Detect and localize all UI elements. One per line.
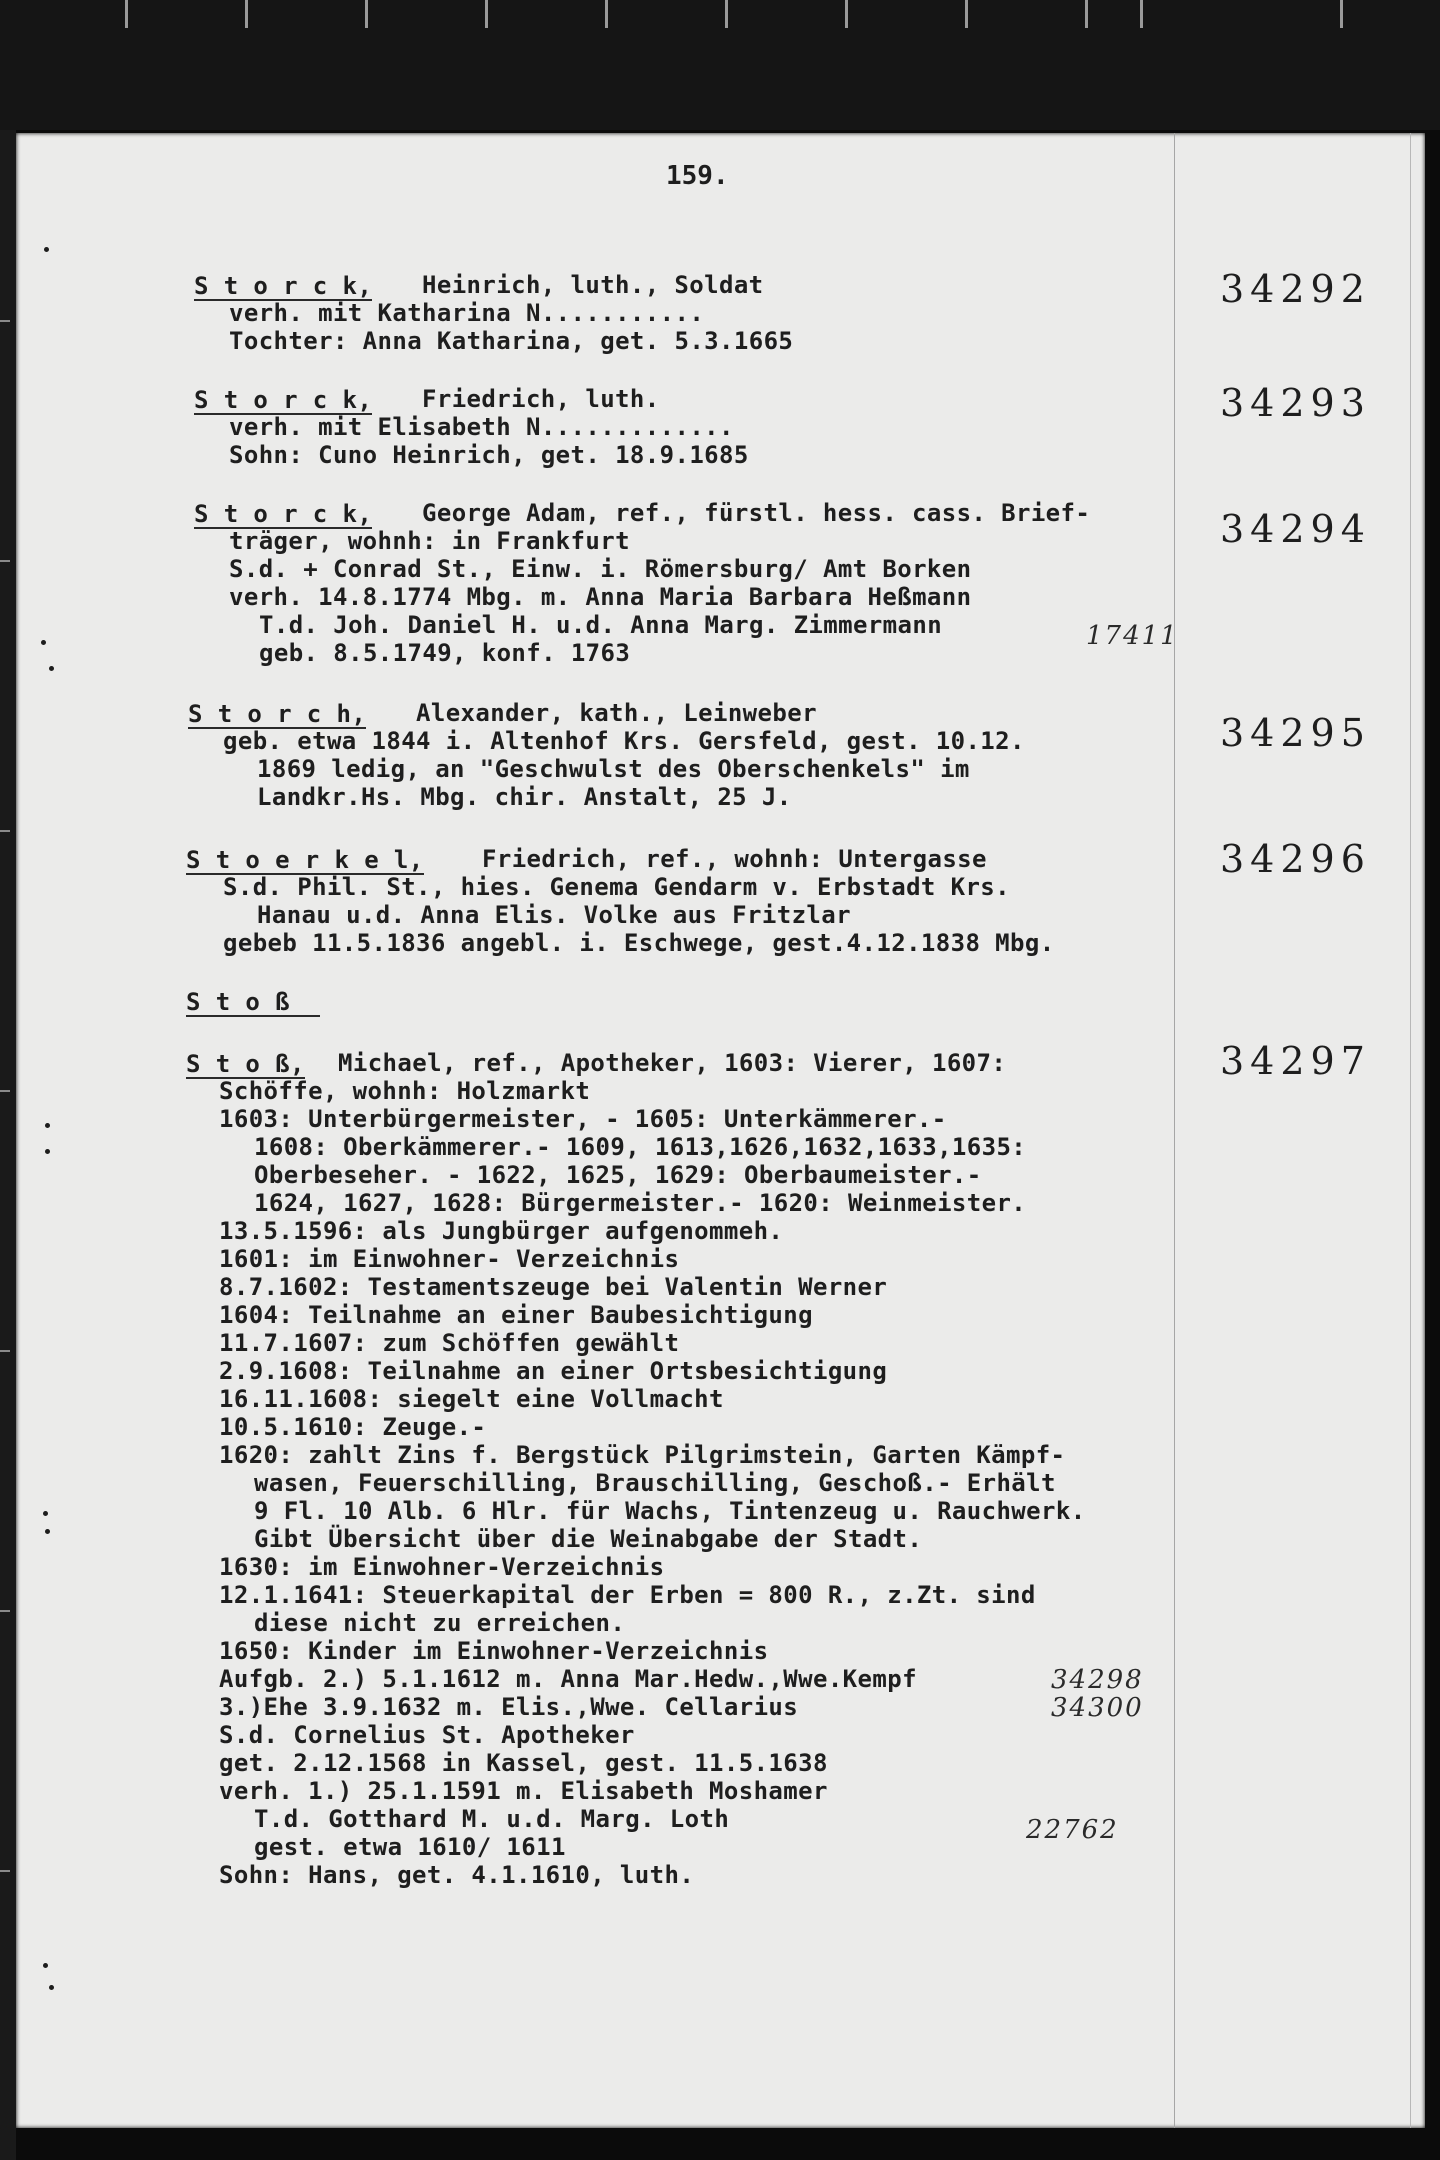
film-tick [0,1610,10,1612]
film-tick [0,1870,10,1872]
punch-mark [45,1529,50,1534]
film-tick [1340,0,1343,28]
entry-line: Michael, ref., Apotheker, 1603: Vierer, 1607: [338,1049,1007,1077]
entry-surname: S t o r c k, [194,272,373,300]
page-edge-rule [1410,133,1411,2128]
entry-line: geb. 8.5.1749, konf. 1763 [259,639,631,667]
entry-line: Alexander, kath., Leinweber [416,699,817,727]
entry-line: 1608: Oberkämmerer.- 1609, 1613,1626,1632,1633,1635: [254,1133,1027,1161]
section-heading: S t o ß [186,989,320,1017]
entry-line: geb. etwa 1844 i. Altenhof Krs. Gersfeld, gest. 10.12. [223,727,1025,755]
punch-mark [43,1511,48,1516]
entry-line: wasen, Feuerschilling, Brauschilling, Geschoß.- Erhält [254,1469,1056,1497]
entry-line: Hanau u.d. Anna Elis. Volke aus Fritzlar [257,901,851,929]
entry-line: 16.11.1608: siegelt eine Vollmacht [219,1385,724,1413]
entry-number: 34293 [1220,381,1371,425]
entry-line: Gibt Übersicht über die Weinabgabe der Stadt. [254,1525,923,1553]
entry-line: träger, wohnh: in Frankfurt [229,527,630,555]
entry-line: 8.7.1602: Testamentszeuge bei Valentin Werner [219,1273,888,1301]
film-tick [0,1090,10,1092]
entry-line: verh. mit Elisabeth N............. [229,413,734,441]
entry-number: 34297 [1220,1039,1371,1083]
handwritten-note: 22762 [1026,1815,1119,1845]
punch-mark [49,666,54,671]
entry-line: 1624, 1627, 1628: Bürgermeister.- 1620: Weinmeister. [254,1189,1027,1217]
film-tick [845,0,848,28]
entry-line: 11.7.1607: zum Schöffen gewählt [219,1329,680,1357]
film-tick [1085,0,1088,28]
entry-line: Friedrich, ref., wohnh: Untergasse [482,845,987,873]
entry-line: diese nicht zu erreichen. [254,1609,626,1637]
entry-line: 1604: Teilnahme an einer Baubesichtigung [219,1301,813,1329]
film-strip-left [0,130,16,2160]
entry-line: 1601: im Einwohner- Verzeichnis [219,1245,680,1273]
entry-line: T.d. Joh. Daniel H. u.d. Anna Marg. Zimmermann [259,611,943,639]
film-tick [0,560,10,562]
film-tick [725,0,728,28]
entry-line: 1869 ledig, an "Geschwulst des Oberschenkels" im [257,755,970,783]
entry-line: Schöffe, wohnh: Holzmarkt [219,1077,591,1105]
film-tick [965,0,968,28]
punch-mark [44,247,49,252]
punch-mark [45,1123,50,1128]
page-number: 159. [666,161,729,191]
entry-line: 13.5.1596: als Jungbürger aufgenommeh. [219,1217,784,1245]
film-tick [1140,0,1143,28]
film-tick [0,830,10,832]
entry-line: Landkr.Hs. Mbg. chir. Anstalt, 25 J. [257,783,792,811]
film-tick [0,320,10,322]
punch-mark [45,1149,50,1154]
entry-line: S.d. Phil. St., hies. Genema Gendarm v. Erbstadt Krs. [223,873,1011,901]
entry-surname: S t o r c k, [194,500,373,528]
film-tick [0,1350,10,1352]
entry-line: George Adam, ref., fürstl. hess. cass. Brief- [422,499,1091,527]
margin-rule [1174,133,1175,2128]
entry-line: Sohn: Hans, get. 4.1.1610, luth. [219,1861,695,1889]
entry-number: 34294 [1220,507,1371,551]
entry-surname: S t o ß, [186,1050,305,1078]
entry-line: 9 Fl. 10 Alb. 6 Hlr. für Wachs, Tintenzeug u. Rauchwerk. [254,1497,1086,1525]
entry-line: 1650: Kinder im Einwohner-Verzeichnis [219,1637,769,1665]
index-card-page [16,133,1425,2128]
entry-surname: S t o r c k, [194,386,373,414]
handwritten-note: 34298 [1051,1665,1144,1695]
entry-line: Sohn: Cuno Heinrich, get. 18.9.1685 [229,441,749,469]
entry-line: gest. etwa 1610/ 1611 [254,1833,566,1861]
entry-line: 3.)Ehe 3.9.1632 m. Elis.,Wwe. Cellarius [219,1693,799,1721]
entry-line: 12.1.1641: Steuerkapital der Erben = 800 R., z.Zt. sind [219,1581,1036,1609]
entry-line: 1603: Unterbürgermeister, - 1605: Unterkämmerer.- [219,1105,947,1133]
punch-mark [49,1985,54,1990]
entry-number: 34295 [1220,711,1371,755]
film-tick [365,0,368,28]
entry-surname: S t o r c h, [188,700,367,728]
entry-number: 34292 [1220,267,1371,311]
entry-line: verh. mit Katharina N........... [229,299,705,327]
entry-line: 2.9.1608: Teilnahme an einer Ortsbesichtigung [219,1357,888,1385]
entry-number: 34296 [1220,837,1371,881]
entry-line: Tochter: Anna Katharina, get. 5.3.1665 [229,327,794,355]
film-tick [125,0,128,28]
film-tick [605,0,608,28]
handwritten-note: 34300 [1051,1693,1144,1723]
entry-line: S.d. Cornelius St. Apotheker [219,1721,635,1749]
entry-line: S.d. + Conrad St., Einw. i. Römersburg/ Amt Borken [229,555,972,583]
entry-line: 1630: im Einwohner-Verzeichnis [219,1553,665,1581]
entry-line: Oberbeseher. - 1622, 1625, 1629: Oberbaumeister.- [254,1161,982,1189]
punch-mark [43,1963,48,1968]
handwritten-note: 17411 [1086,621,1179,651]
film-tick [485,0,488,28]
entry-line: Heinrich, luth., Soldat [422,271,764,299]
punch-mark [41,640,46,645]
entry-line: Friedrich, luth. [422,385,660,413]
entry-line: T.d. Gotthard M. u.d. Marg. Loth [254,1805,730,1833]
entry-line: 10.5.1610: Zeuge.- [219,1413,487,1441]
entry-line: Aufgb. 2.) 5.1.1612 m. Anna Mar.Hedw.,Wwe.Kempf [219,1665,917,1693]
entry-line: gebeb 11.5.1836 angebl. i. Eschwege, gest.4.12.1838 Mbg. [223,929,1055,957]
entry-line: verh. 14.8.1774 Mbg. m. Anna Maria Barbara Heßmann [229,583,972,611]
entry-line: get. 2.12.1568 in Kassel, gest. 11.5.1638 [219,1749,828,1777]
film-tick [245,0,248,28]
entry-surname: S t o e r k e l, [186,846,424,874]
film-strip-top [0,0,1440,130]
entry-line: 1620: zahlt Zins f. Bergstück Pilgrimstein, Garten Kämpf- [219,1441,1066,1469]
entry-line: verh. 1.) 25.1.1591 m. Elisabeth Moshamer [219,1777,828,1805]
